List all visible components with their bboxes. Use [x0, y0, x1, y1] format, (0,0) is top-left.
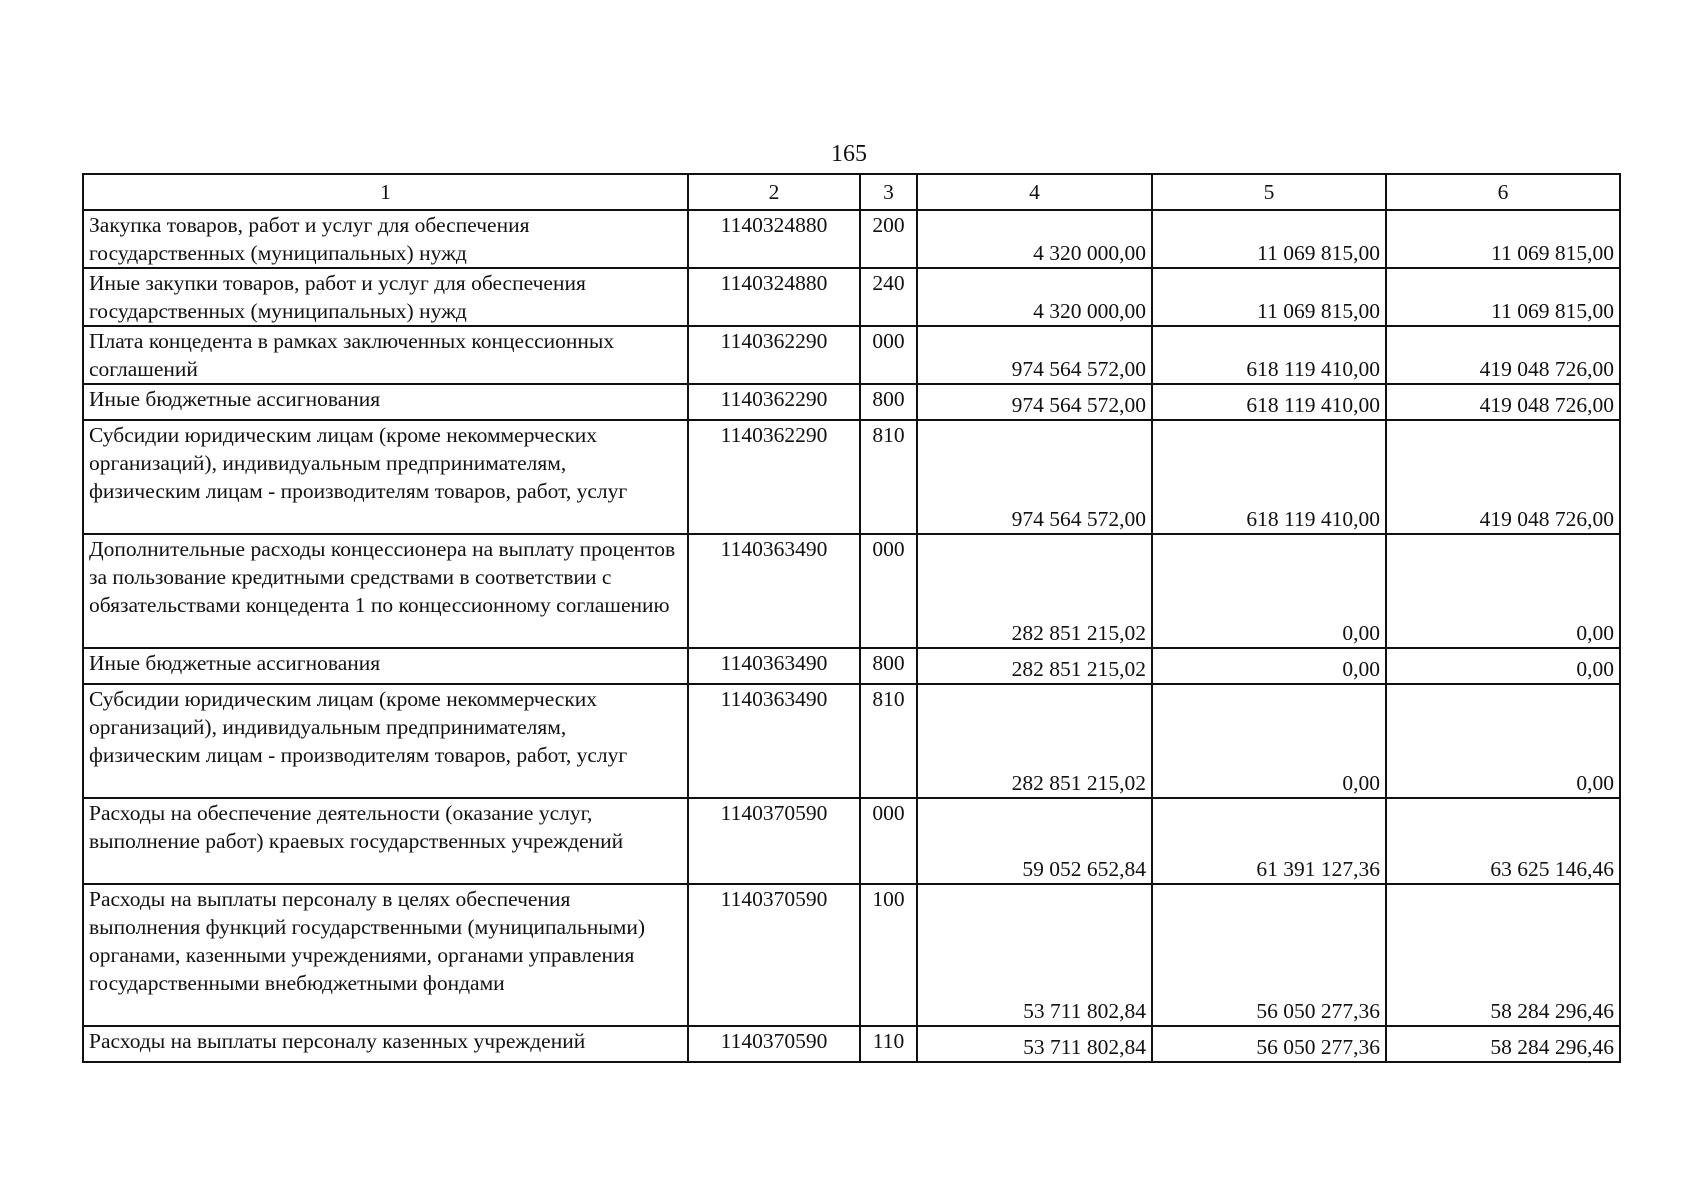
column-header-2: 2: [688, 174, 860, 210]
target-code-cell: 1140363490: [688, 534, 860, 648]
column-header-3: 3: [860, 174, 917, 210]
amount-col4-cell: 282 851 215,02: [917, 648, 1152, 684]
target-code-cell: 1140370590: [688, 798, 860, 884]
target-code-cell: 1140370590: [688, 884, 860, 1026]
target-code-cell: 1140362290: [688, 420, 860, 534]
amount-col4-cell: 282 851 215,02: [917, 684, 1152, 798]
expense-type-cell: 110: [860, 1026, 917, 1062]
table-row: [83, 384, 1620, 420]
column-header-6: 6: [1386, 174, 1620, 210]
row-name-cell: Расходы на выплаты персоналу в целях обеспечения выполнения функций государственными (муниципальными) органами, казенными учреждениями, органами управления государственными внебюджетными фондами: [83, 884, 688, 1026]
expense-type-cell: 000: [860, 534, 917, 648]
row-name-cell: Расходы на обеспечение деятельности (оказание услуг, выполнение работ) краевых государственных учреждений: [83, 798, 688, 884]
target-code-cell: 1140363490: [688, 648, 860, 684]
target-code-cell: 1140324880: [688, 268, 860, 326]
row-name-cell: Плата концедента в рамках заключенных концессионных соглашений: [83, 326, 688, 384]
table-row: [83, 326, 1620, 384]
target-code-cell: 1140362290: [688, 326, 860, 384]
column-header-4: 4: [917, 174, 1152, 210]
row-name-cell: Расходы на выплаты персоналу казенных учреждений: [83, 1026, 688, 1062]
amount-col6-cell: 11 069 815,00: [1386, 268, 1620, 326]
expense-type-cell: 000: [860, 798, 917, 884]
row-name-cell: Закупка товаров, работ и услуг для обеспечения государственных (муниципальных) нужд: [83, 210, 688, 268]
amount-col6-cell: 419 048 726,00: [1386, 420, 1620, 534]
amount-col4-cell: 282 851 215,02: [917, 534, 1152, 648]
amount-col4-cell: 974 564 572,00: [917, 420, 1152, 534]
page-number: 165: [831, 141, 867, 167]
target-code-cell: 1140324880: [688, 210, 860, 268]
amount-col5-cell: 61 391 127,36: [1152, 798, 1386, 884]
amount-col6-cell: 58 284 296,46: [1386, 1026, 1620, 1062]
amount-col5-cell: 618 119 410,00: [1152, 326, 1386, 384]
amount-col6-cell: 419 048 726,00: [1386, 384, 1620, 420]
amount-col4-cell: 974 564 572,00: [917, 384, 1152, 420]
table-row: [83, 210, 1620, 268]
amount-col6-cell: 0,00: [1386, 534, 1620, 648]
expense-type-cell: 800: [860, 648, 917, 684]
amount-col4-cell: 53 711 802,84: [917, 1026, 1152, 1062]
expense-type-cell: 000: [860, 326, 917, 384]
column-header-1: 1: [83, 174, 688, 210]
table-row: [83, 884, 1620, 1026]
amount-col4-cell: 4 320 000,00: [917, 210, 1152, 268]
amount-col5-cell: 11 069 815,00: [1152, 268, 1386, 326]
table-row: [83, 420, 1620, 534]
amount-col6-cell: 0,00: [1386, 684, 1620, 798]
expense-type-cell: 200: [860, 210, 917, 268]
amount-col5-cell: 56 050 277,36: [1152, 884, 1386, 1026]
amount-col5-cell: 0,00: [1152, 684, 1386, 798]
amount-col6-cell: 419 048 726,00: [1386, 326, 1620, 384]
amount-col6-cell: 0,00: [1386, 648, 1620, 684]
amount-col5-cell: 11 069 815,00: [1152, 210, 1386, 268]
header-row: [83, 174, 1620, 210]
row-name-cell: Иные закупки товаров, работ и услуг для обеспечения государственных (муниципальных) нужд: [83, 268, 688, 326]
amount-col5-cell: 0,00: [1152, 534, 1386, 648]
target-code-cell: 1140362290: [688, 384, 860, 420]
row-name-cell: Иные бюджетные ассигнования: [83, 648, 688, 684]
expense-type-cell: 810: [860, 684, 917, 798]
row-name-cell: Субсидии юридическим лицам (кроме некоммерческих организаций), индивидуальным предпринимателям, физическим лицам - производителям товаров, работ, услуг: [83, 420, 688, 534]
amount-col5-cell: 618 119 410,00: [1152, 420, 1386, 534]
table-row: [83, 268, 1620, 326]
amount-col6-cell: 11 069 815,00: [1386, 210, 1620, 268]
expense-type-cell: 100: [860, 884, 917, 1026]
budget-table: [82, 173, 1621, 1063]
amount-col4-cell: 53 711 802,84: [917, 884, 1152, 1026]
row-name-cell: Субсидии юридическим лицам (кроме некоммерческих организаций), индивидуальным предпринимателям, физическим лицам - производителям товаров, работ, услуг: [83, 684, 688, 798]
amount-col6-cell: 63 625 146,46: [1386, 798, 1620, 884]
table-row: [83, 798, 1620, 884]
target-code-cell: 1140370590: [688, 1026, 860, 1062]
amount-col5-cell: 56 050 277,36: [1152, 1026, 1386, 1062]
table-row: [83, 534, 1620, 648]
expense-type-cell: 800: [860, 384, 917, 420]
amount-col5-cell: 0,00: [1152, 648, 1386, 684]
target-code-cell: 1140363490: [688, 684, 860, 798]
table-row: [83, 684, 1620, 798]
row-name-cell: Дополнительные расходы концессионера на выплату процентов за пользование кредитными средствами в соответствии с обязательствами концедента 1 по концессионному соглашению: [83, 534, 688, 648]
table-row: [83, 1026, 1620, 1062]
amount-col6-cell: 58 284 296,46: [1386, 884, 1620, 1026]
column-header-5: 5: [1152, 174, 1386, 210]
amount-col4-cell: 59 052 652,84: [917, 798, 1152, 884]
row-name-cell: Иные бюджетные ассигнования: [83, 384, 688, 420]
amount-col4-cell: 4 320 000,00: [917, 268, 1152, 326]
expense-type-cell: 240: [860, 268, 917, 326]
expense-type-cell: 810: [860, 420, 917, 534]
table-row: [83, 648, 1620, 684]
amount-col4-cell: 974 564 572,00: [917, 326, 1152, 384]
amount-col5-cell: 618 119 410,00: [1152, 384, 1386, 420]
